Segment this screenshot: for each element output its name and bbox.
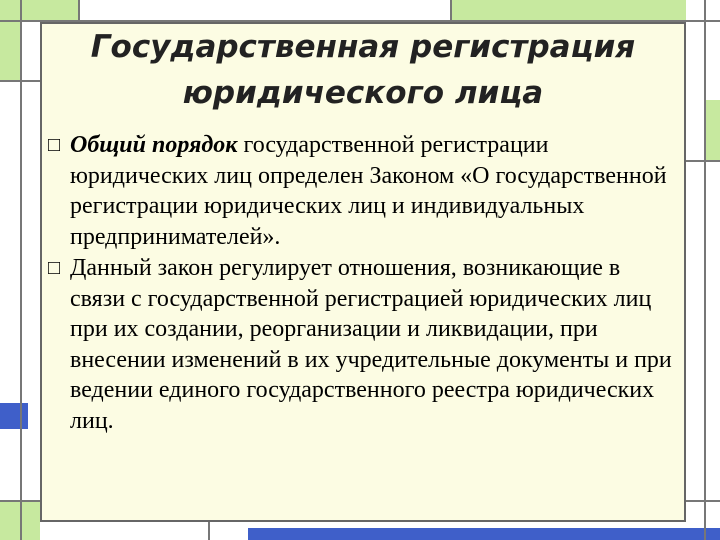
bullet-item [48,253,678,436]
bullet-text: государственной регистрации юридических лиц определен Законом «О государственной регистрации юридических лиц и индивидуальных предпринимателей». [70,132,667,250]
slide-title [40,24,686,116]
decor-blue-block-left [0,403,28,429]
checkbox-bullet-icon: □ [48,134,61,156]
checkbox-bullet-icon: □ [48,257,61,279]
slide-title-line-1: Государственная регистрация [90,29,636,65]
decor-green-block-top-left [0,0,78,20]
slide-body [48,130,678,437]
slide-title-line-2: юридического лица [182,75,544,111]
decor-line [704,0,706,540]
decor-line [686,160,720,162]
bullet-item [48,130,678,252]
decor-green-block-left [0,20,20,80]
decor-green-block-right [704,100,720,160]
decor-blue-strip-bottom [248,528,720,540]
decor-line [20,0,22,540]
bullet-emphasis: Общий порядок [70,132,238,158]
bullet-text: Данный закон регулирует отношения, возникающие в связи с государственной регистрацией юридических лиц при их создании, реорганизации и ликвидации, при внесении изменений в их учредительные документы и при ведении единого государственного реестра юридических лиц. [70,255,672,434]
